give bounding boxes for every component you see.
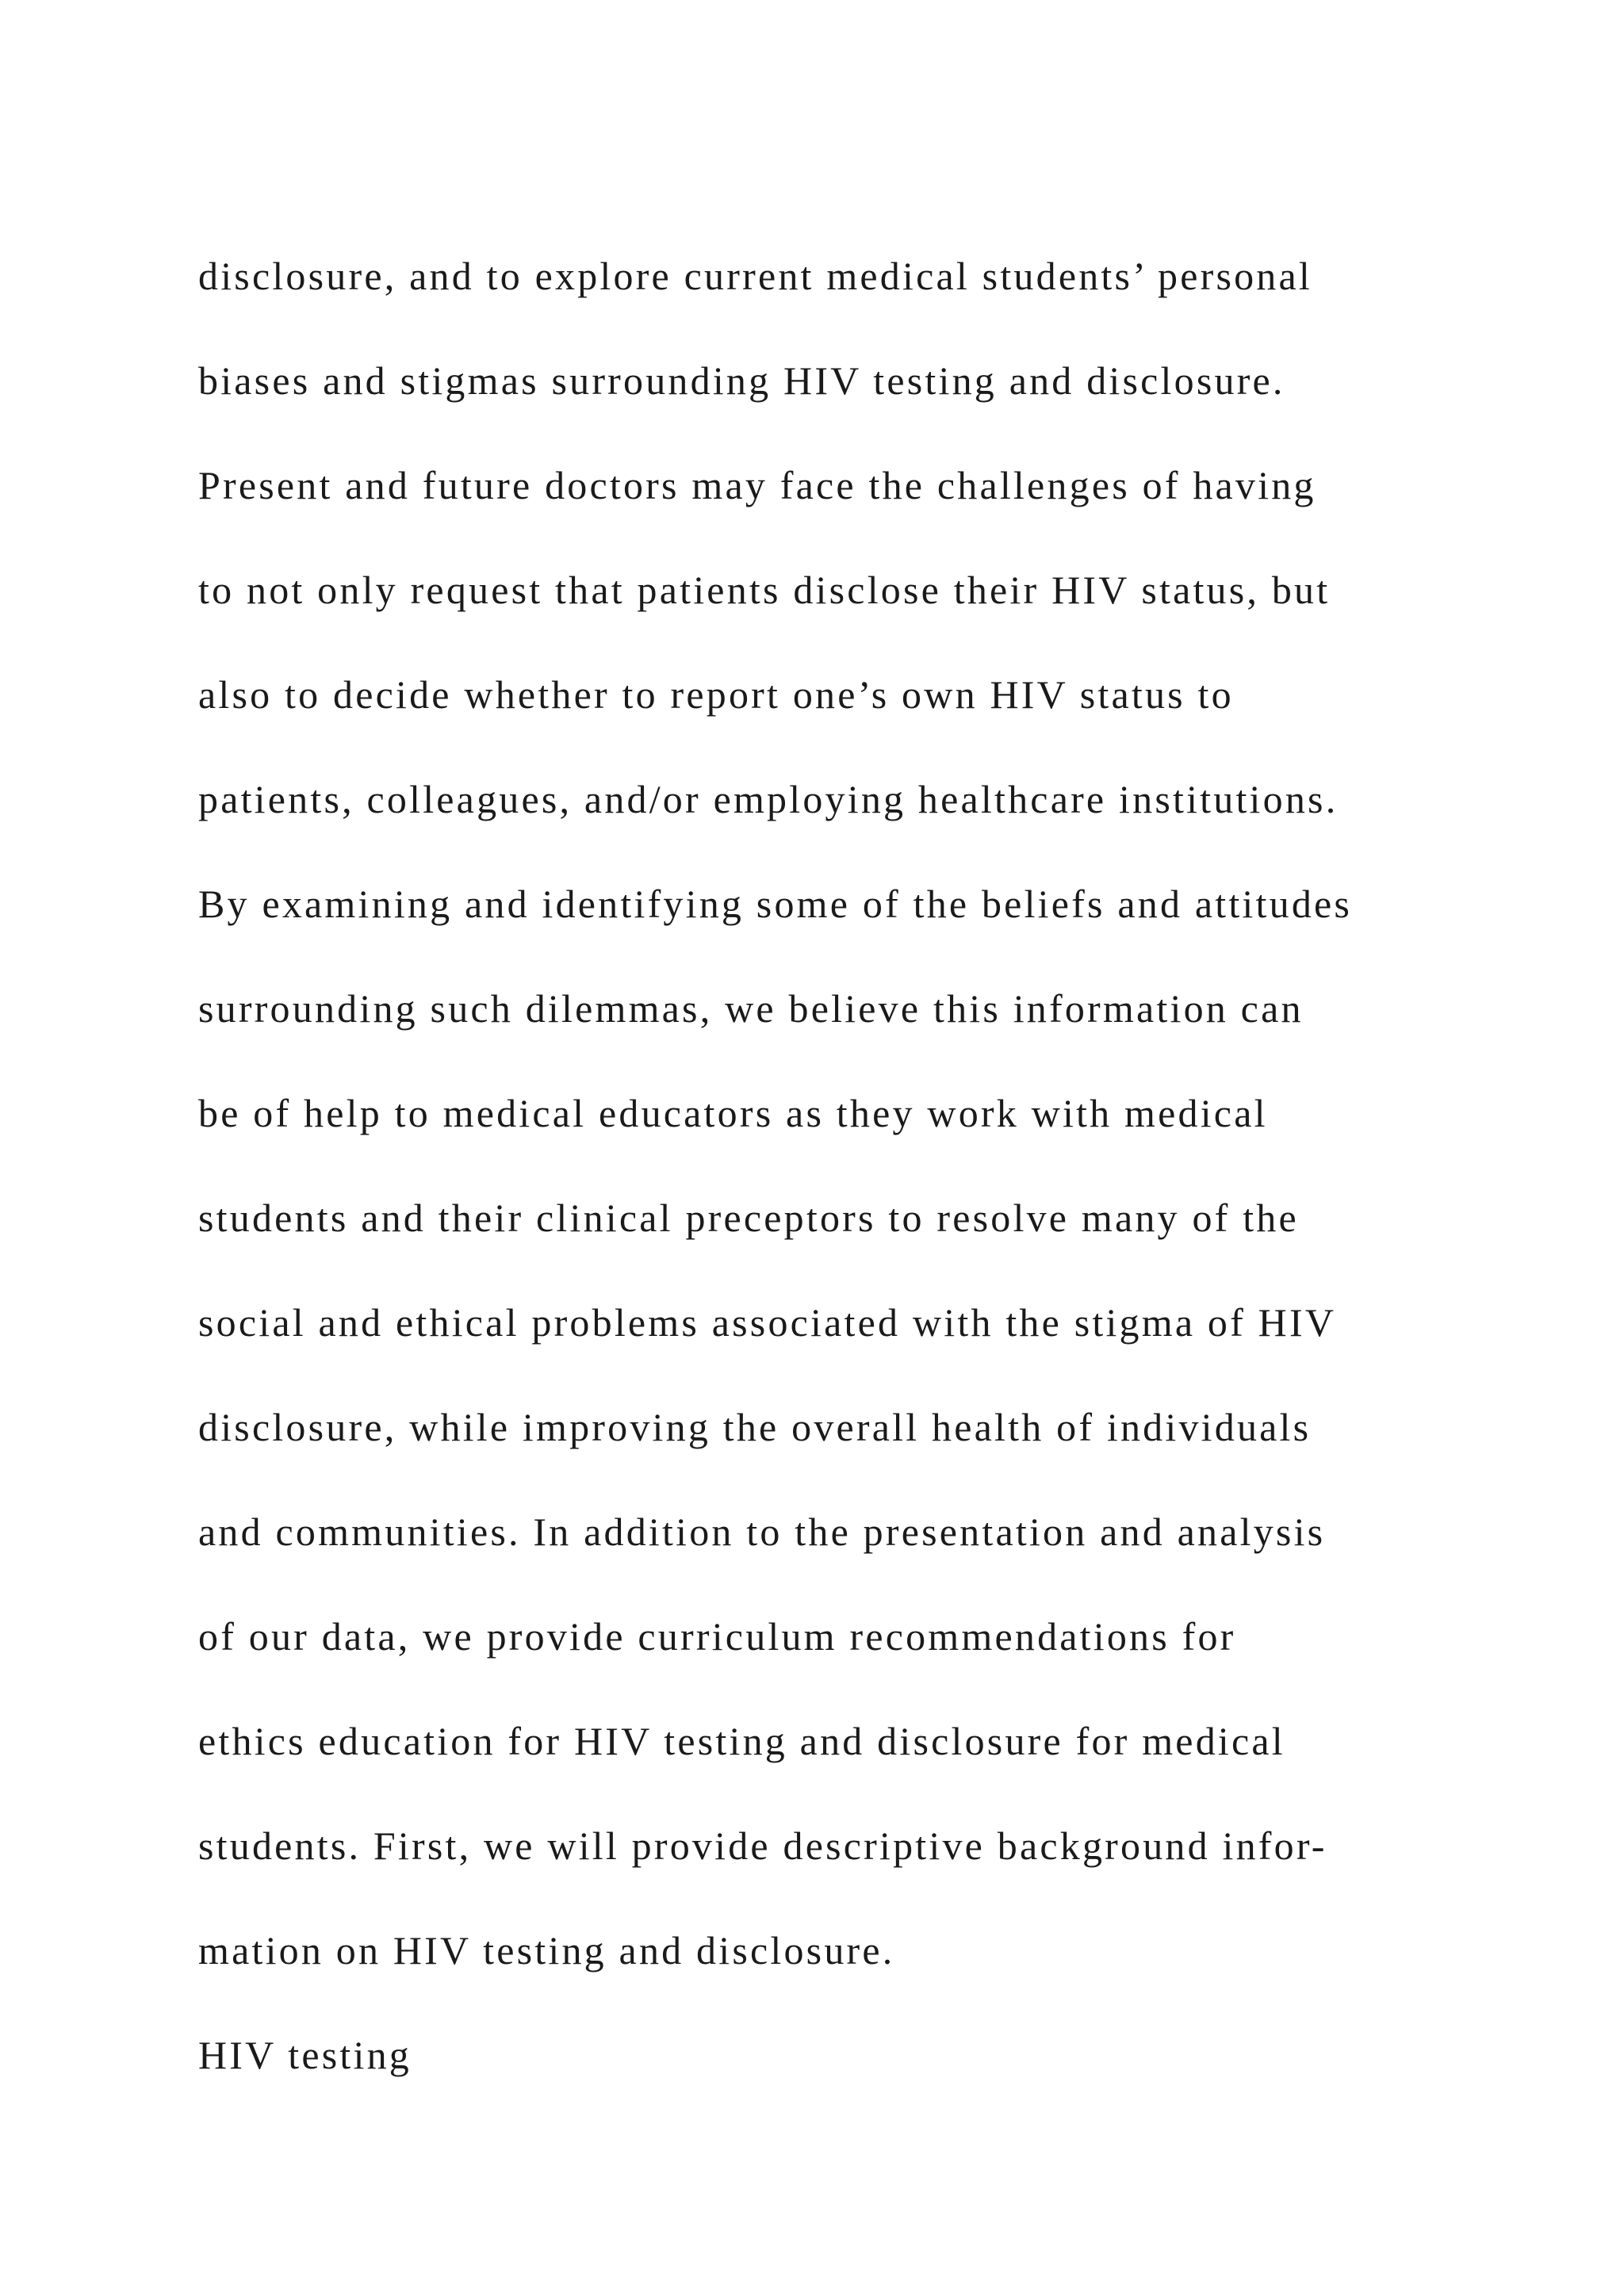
body-text-line: and communities. In addition to the presentation and analysis [198,1510,1326,1554]
body-text-line: surrounding such dilemmas, we believe this information can [198,986,1304,1031]
body-text-line: social and ethical problems associated with the stigma of HIV [198,1300,1337,1345]
body-text-line: ethics education for HIV testing and disclosure for medical [198,1719,1285,1763]
section-heading: HIV testing [198,2033,412,2077]
body-text-line: to not only request that patients disclose their HIV status, but [198,568,1331,612]
body-text-line: mation on HIV testing and disclosure. [198,1928,895,1973]
body-text-line: students and their clinical preceptors to resolve many of the [198,1196,1299,1240]
body-text-line: students. First, we will provide descriptive background infor- [198,1823,1327,1868]
body-text-line: of our data, we provide curriculum recommendations for [198,1614,1236,1659]
body-text-line: Present and future doctors may face the challenges of having [198,463,1316,507]
body-text-line: disclosure, and to explore current medical students’ personal [198,254,1312,298]
body-text-line: disclosure, while improving the overall health of individuals [198,1405,1312,1449]
body-text-line: be of help to medical educators as they work with medical [198,1091,1268,1135]
body-text-line: also to decide whether to report one’s own HIV status to [198,672,1234,717]
body-text-line: biases and stigmas surrounding HIV testing and disclosure. [198,358,1285,403]
body-text-line: By examining and identifying some of the beliefs and attitudes [198,882,1353,926]
body-text-line: patients, colleagues, and/or employing healthcare institutions. [198,777,1339,821]
